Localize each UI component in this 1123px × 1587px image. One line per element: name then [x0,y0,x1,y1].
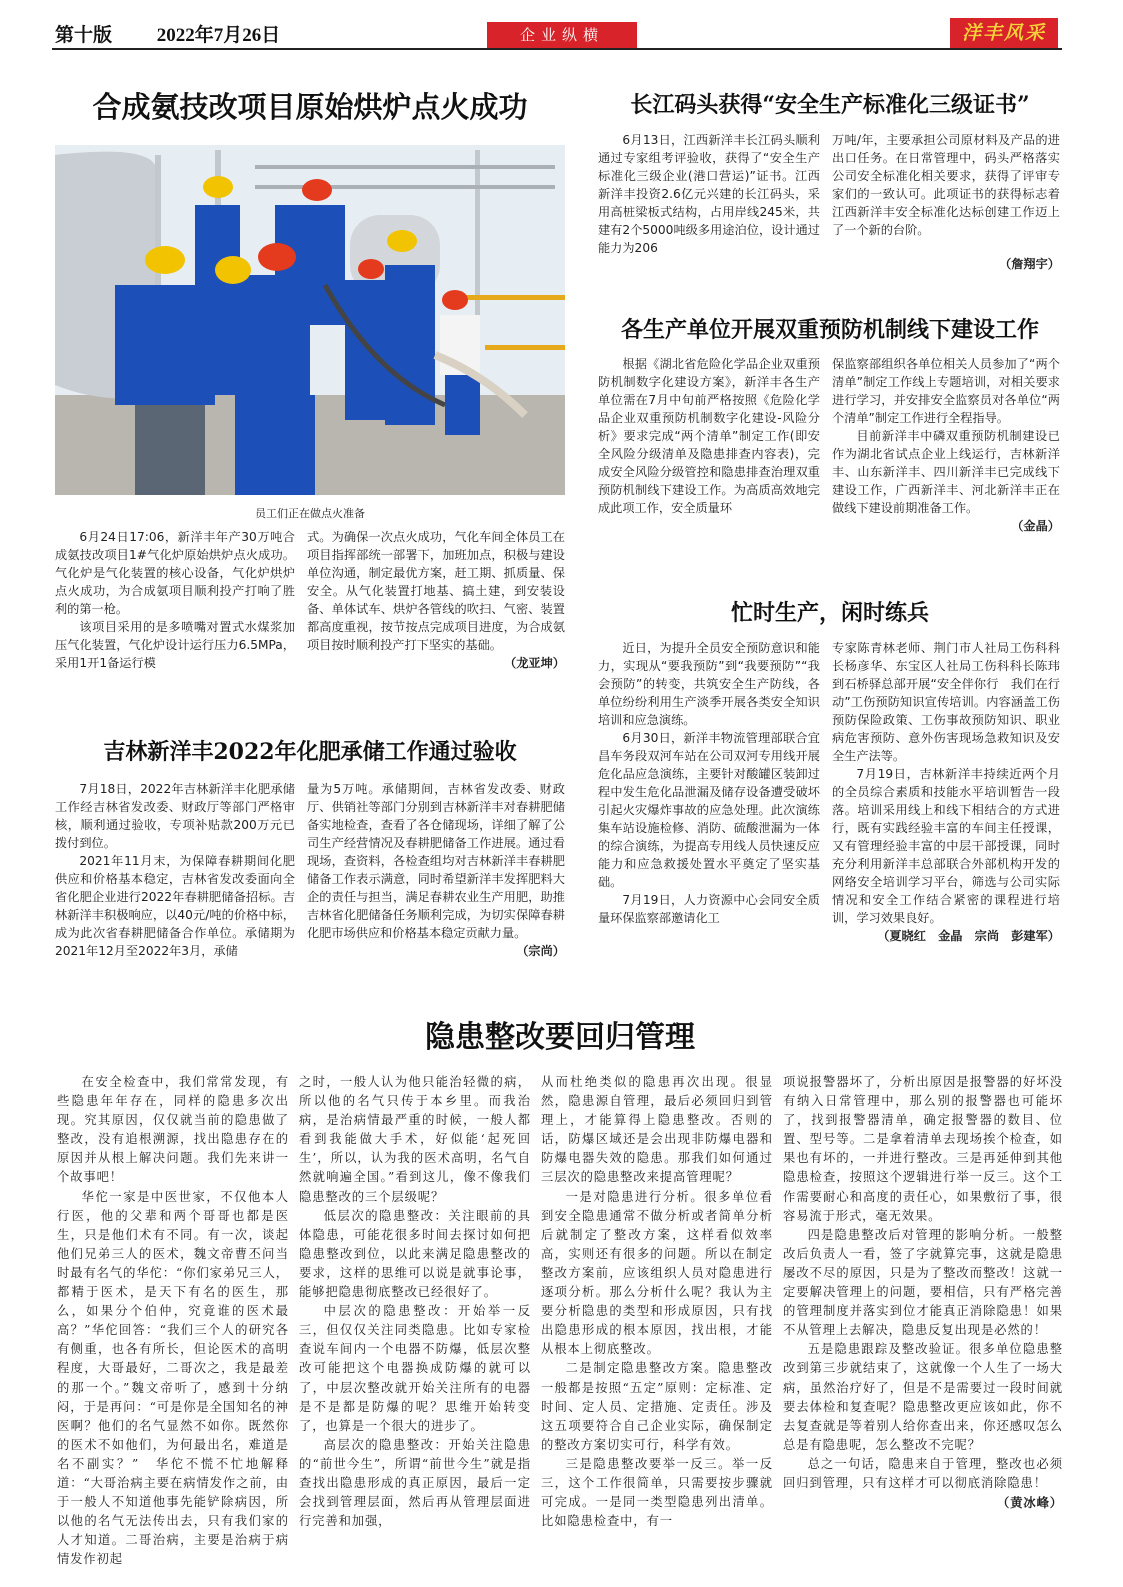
newspaper-logo: 洋丰风采 [950,18,1058,48]
paragraph: 一是对隐患进行分析。很多单位看到安全隐患通常不做分析或者简单分析后就制定了整改方案，这样看似效率高，实则还有很多的问题。所以在制定整改方案前，应该组织人员对隐患进行逐项分析。那么分析什么呢？我认为主要分析隐患的类型和形成原因，只有找出隐患形成的根本原因，找出根，才能从根本上彻底整改。 [541,1189,773,1357]
masthead [55,20,320,47]
paragraph: 从而杜绝类似的隐患再次出现。很显然，隐患源自管理，最后必须回归到管理上，才能算得上隐患整改。否则的话，防爆区域还是会出现非防爆电器和防爆电器失效的隐患。那我们如何通过三层次的隐患整改来提高管理呢？ [541,1075,773,1185]
paragraph: 低层次的隐患整改：关注眼前的具体隐患，可能花很多时间去探讨如何把隐患整改到位，以此来满足隐患整改的要求，这样的思维可以说是就事论事，能够把隐患彻底整改已经很好了。 [299,1208,531,1300]
paragraph: 之时，一般人认为他只能治轻微的病，所以他的名气只传于本乡里。而我治病，是治病情最严重的时候，一般人都看到我能做大手术，好似能‘起死回生’，所以，认为我的医术高明，名气自然就响遍全国。”看到这儿，像不像我们隐患整改的三个层级呢？ [299,1075,531,1204]
article-column [598,639,820,927]
paragraph: 华佗一家是中医世家，不仅他本人行医，他的父辈和两个哥哥也都是医生，只是他们术有不同。有一次，谈起他们兄弟三人的医术，魏文帝曹丕问当时最有名气的华佗：“你们家弟兄三人，都精于医术，是天下有名的医生，那么，如果分个伯仲，究竟谁的医术最高？”华佗回答：“我们三个人的研究各有侧重，也各有所长，但论医术的高明程度，大哥最好，二哥次之，我是最差的那一个。”魏文帝听了，感到十分纳闷，于是再问：“可是你是全国知名的神医啊？他们的名气显然不如你。既然你的医术不如他们，为何最出名，难道是名不副实？” 华佗不慌不忙地解释道：“大哥治病主要在病情发作之前，由于一般人不知道他事先能铲除病因，所以他的名气无法传出去，只有我们家的人才知道。二哥治病，主要是治病于病情发作初起 [57,1189,289,1567]
edition-label: 第十版 [55,25,113,46]
article-column [299,1073,531,1531]
paragraph: 6月30日，新洋丰物流管理部联合宜昌车务段双河车站在公司双河专用线开展危化品应急演练，主要针对酸罐区装卸过程中发生危化品泄漏及储存设备遭受破坏引起火灾爆炸事故的应急处理。此次演练集车站设施检修、消防、硫酸泄漏为一体的综合演练，为提高专用线人员快速反应能力和应急救援处置水平奠定了坚实基础。 [598,731,820,889]
paragraph: 总之一句话，隐患来自于管理，整改也必须回归到管理，只有这样才可以彻底消除隐患！ [783,1456,1063,1490]
paragraph: 高层次的隐患整改：开始关注隐患的“前世今生”，所谓“前世今生”就是指查找出隐患形成的真正原因，最后一定会找到管理层面，然后再从管理层面进行完善和加强， [299,1437,531,1529]
paragraph: 目前新洋丰中磷双重预防机制建设已作为湖北省试点企业上线运行，吉林新洋丰、山东新洋丰、四川新洋丰已完成线下建设工作，广西新洋丰、河北新洋丰正在做线下建设前期准备工作。 [832,429,1060,515]
paragraph: 6月13日，江西新洋丰长江码头顺利通过专家组考评验收，获得了“安全生产标准化三级企业(港口营运)”证书。江西新洋丰投资2.6亿元兴建的长江码头，采用高桩梁板式结构，占用岸线245米，共建有2个5000吨级多用途泊位，设计通过能力为206 [598,133,820,255]
byline: （龙亚坤） [504,656,565,670]
paragraph: 五是隐患跟踪及整改验证。很多单位隐患整改到第三步就结束了，这就像一个人生了一场大病，虽然治疗好了，但是不是需要过一段时间就要去体检和复查呢？隐患整改更应该如此，你不去复查就是等着别人给你查出来，你还感叹怎么总是有隐患呢，怎么整改不完呢？ [783,1342,1063,1452]
paragraph: 7月18日，2022年吉林新洋丰化肥承储工作经吉林省发改委、财政厅等部门严格审核，顺利通过验收，专项补贴款200万元已拨付到位。 [55,782,295,850]
article-column [307,780,565,960]
article-column [832,131,1060,273]
article-column [541,1073,773,1531]
paragraph: 四是隐患整改后对管理的影响分析。一般整改后负责人一看，签了字就算完事，这就是隐患屡改不尽的原因，只是为了整改而整改！这就一定要解决管理上的问题，要相信，只有严格完善的管理制度并落实到位才能真正消除隐患！如果不从管理上去解决，隐患反复出现是必然的！ [783,1227,1063,1338]
paragraph: 6月24日17:06，新洋丰年产30万吨合成氨技改项目1#气化炉原始烘炉点火成功。气化炉是气化装置的核心设备，气化炉烘炉点火成功，为合成氨项目顺利投产打响了胜利的第一枪。 [55,530,295,616]
article-column [57,1073,289,1569]
paragraph: 该项目采用的是多喷嘴对置式水煤浆加压气化装置，气化炉设计运行压力6.5MPa，采用1开1备运行模 [55,620,295,670]
article-column [598,355,820,517]
paragraph: 2021年11月末，为保障春耕期间化肥供应和价格基本稳定，吉林省发改委面向全省化肥企业进行2022年春耕肥储备招标。吉林新洋丰积极响应，以40元/吨的价格中标，成为此次省春耕肥储备合作单位。承储期为2021年12月至2022年3月，承储 [55,854,295,958]
article-column [783,1073,1063,1512]
paragraph: 7月19日，吉林新洋丰持续近两个月的全员综合素质和技能水平培训暂告一段落。培训采用线上和线下相结合的方式进行，既有实践经验丰富的车间主任授课，又有管理经验丰富的中层干部授课，同时充分利用新洋丰总部联合外部机构开发的网络安全培训学习平台，筛选与公司实际情况和安全工作结合紧密的课程进行培训，学习效果良好。 [832,767,1060,925]
paragraph: 根据《湖北省危险化学品企业双重预防机制数字化建设方案》，新洋丰各生产单位需在7月中旬前严格按照《危险化学品企业双重预防机制数字化建设-风险分析》要求完成“两个清单”制定工作(即安全风险分级清单及隐患排查内容表)，完成安全风险分级管控和隐患排查治理双重预防机制线下建设工作。为高质高效地完成此项工作，安全质量环 [598,357,820,515]
article-title: 各生产单位开展双重预防机制线下建设工作 [620,317,1039,343]
article-column [55,528,295,672]
article-column [832,355,1060,535]
issue-date: 2022年7月26日 [156,25,281,46]
paragraph: 7月19日，人力资源中心会同安全质量环保监察部邀请化工 [598,893,820,925]
paragraph: 量为5万吨。承储期间，吉林省发改委、财政厅、供销社等部门分别到吉林新洋丰对春耕肥储备实地检查，查看了各仓储现场，详细了解了公司生产经营情况及春耕肥储备工作进展。通过看现场，查资料，各检查组均对吉林新洋丰春耕肥储备工作表示满意，同时希望新洋丰发挥肥料大企的责任与担当，满足春耕农业生产用肥，助推吉林省化肥储备任务顺利完成，为切实保障春耕化肥市场供应和价格基本稳定贡献力量。 [307,782,565,940]
paragraph: 二是制定隐患整改方案。隐患整改一般都是按照“五定”原则：定标准、定时间、定人员、定措施、定责任。涉及这五项要符合自己企业实际，确保制定的整改方案切实可行，科学有效。 [541,1361,773,1452]
article-column [307,528,565,672]
byline: （夏晓红 金晶 宗尚 彭建军） [877,929,1060,943]
paragraph: 在安全检查中，我们常常发现，有些隐患年年存在，同样的隐患多次出现。究其原因，仅仅就当前的隐患做了整改，没有追根溯源，找出隐患存在的原因并从根上解决问题。我们先来讲一个故事吧！ [57,1075,289,1185]
paragraph: 万吨/年，主要承担公司原材料及产品的进出口任务。在日常管理中，码头严格落实公司安全标准化相关要求，获得了评审专家们的一致认可。此项证书的获得标志着江西新洋丰安全标准化达标创建工作迈上了一个新的台阶。 [832,133,1060,237]
byline: （宗尚） [516,944,565,958]
paragraph: 保监察部组织各单位相关人员参加了“两个清单”制定工作线上专题培训，对相关要求进行学习，并安排安全监察员对各单位“两个清单”制定工作进行全程指导。 [832,357,1060,425]
paragraph: 项说报警器坏了，分析出原因是报警器的好坏没有纳入日常管理中，那么别的报警器也可能坏了，找到报警器清单，确定报警器的数目、位置、型号等。二是拿着清单去现场挨个检查，如果也有坏的，一并进行整改。三是再延伸到其他隐患检查，按照这个逻辑进行举一反三。这个工作需要耐心和高度的责任心，如果敷衍了事，很容易流于形式，毫无效果。 [783,1075,1063,1223]
article-title: 长江码头获得“安全生产标准化三级证书” [630,92,1030,118]
section-tag: 企业纵横 [487,22,637,48]
article-column [55,780,295,960]
paragraph: 三是隐患整改要举一反三。举一反三，这个工作很简单，只需要按步骤就可完成。一是同一类型隐患列出清单。比如隐患检查中，有一 [541,1456,773,1529]
article-column [598,131,820,257]
worker-photo [55,145,565,495]
article-title: 忙时生产，闲时练兵 [730,600,929,626]
paragraph: 中层次的隐患整改：开始举一反三，但仅仅关注同类隐患。比如专家检查说车间内一个电器不防爆，低层次整改可能把这个电器换成防爆的就可以了，中层次整改就开始关注所有的电器是不是都是防爆的呢？思维开始转变了，也算是一个很大的进步了。 [299,1304,531,1433]
byline: （黄冰峰） [997,1495,1063,1511]
paragraph: 式。为确保一次点火成功，气化车间全体员工在项目指挥部统一部署下，加班加点，积极与建设单位沟通，制定最优方案，赶工期、抓质量、保安全。从气化装置打地基、搞土建，到安装设备、单体试车、烘炉各管线的吹扫、气密、装置都高度重视，按节按点完成项目进度，为合成氨项目按时顺利投产打下坚实的基础。 [307,530,565,652]
byline: （金晶） [1011,519,1060,533]
paragraph: 近日，为提升全员安全预防意识和能力，实现从“要我预防”到“我要预防”“我会预防”的转变，共筑安全生产防线，各单位纷纷利用生产淡季开展各类安全知识培训和应急演练。 [598,641,820,727]
paragraph: 专家陈青林老师、荆门市人社局工伤科科长杨彦华、东宝区人社局工伤科科长陈玮到石桥驿总部开展“安全伴你行 我们在行动”工伤预防知识宣传培训。内容涵盖工伤预防保险政策、工伤事故预防知识、职业病危害预防、意外伤害现场急救知识及安全生产法等。 [832,641,1060,763]
masthead-rule [52,48,1062,50]
photo-caption: 员工们正在做点火准备 [255,507,365,520]
article-title: 合成氨技改项目原始烘炉点火成功 [92,90,528,124]
article-title: 吉林新洋丰2022年化肥承储工作通过验收 [103,739,517,765]
article-title: 隐患整改要回归管理 [425,1020,695,1055]
photo-illustration [55,145,565,495]
article-column [832,639,1060,945]
byline: （詹翔宇） [999,257,1060,271]
